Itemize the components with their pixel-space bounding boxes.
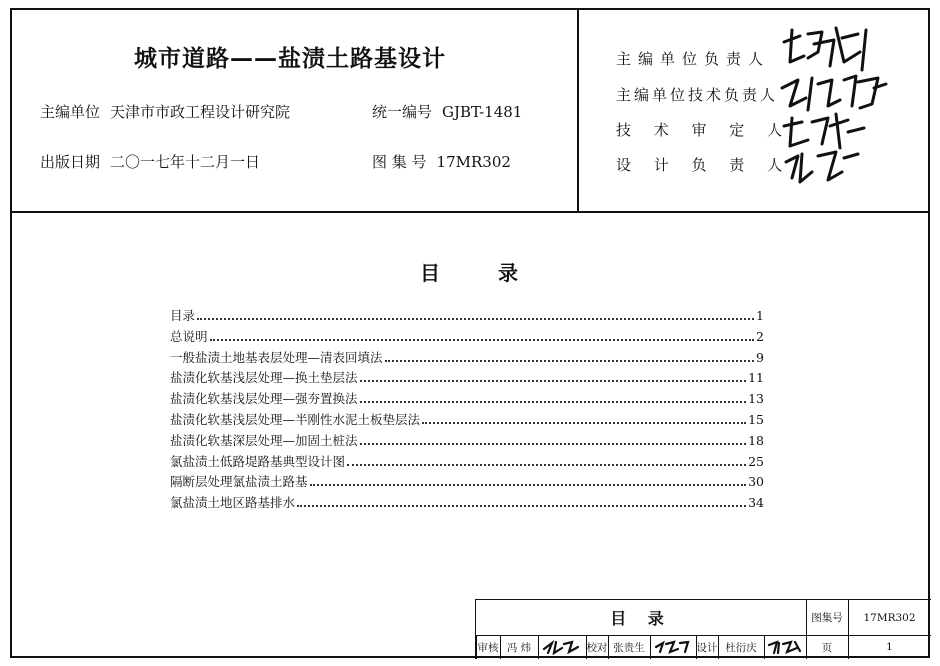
toc-entry[interactable] xyxy=(170,306,764,327)
toc-entry-page: 2 xyxy=(756,328,764,344)
atlas-number-value: 17MR302 xyxy=(863,611,916,624)
title-block-divider xyxy=(650,635,651,659)
design-signature xyxy=(767,639,803,655)
toc-entry-page: 25 xyxy=(748,453,764,469)
toc-entry-title: 氯盐渍土地区路基排水 xyxy=(170,495,296,511)
review-label: 审核 xyxy=(477,641,499,654)
toc-entry-title: 盐渍化软基浅层处理—强夯置换法 xyxy=(170,391,358,407)
dot-leader xyxy=(347,464,746,466)
atlas-title: 城市道路——盐渍土路基设计 xyxy=(134,46,446,72)
page-label: 页 xyxy=(821,641,833,654)
responsible-label: 设 计 负 责 人 xyxy=(616,156,792,174)
toc-entry-title: 隔断层处理氯盐渍土路基 xyxy=(170,474,308,490)
toc-entry-page: 34 xyxy=(748,495,764,511)
dot-leader xyxy=(385,360,755,362)
toc-entry-title: 目录 xyxy=(170,308,196,323)
title-block-divider xyxy=(764,635,765,659)
toc-entry[interactable] xyxy=(170,452,764,473)
toc-entry-page: 1 xyxy=(756,308,764,323)
toc-entry-title: 氯盐渍土低路堤路基典型设计图 xyxy=(170,453,346,469)
responsible-label: 技 术 审 定 人 xyxy=(616,121,792,139)
design-label: 设计 xyxy=(696,641,718,654)
check-label: 校对 xyxy=(586,641,608,654)
page-number: 1 xyxy=(886,641,893,653)
toc-heading-left: 目 xyxy=(420,261,440,285)
toc-entry-title: 盐渍化软基深层处理—加固土桩法 xyxy=(170,432,358,448)
toc-entry-title: 一般盐渍土地基表层处理—清表回填法 xyxy=(170,349,383,365)
toc-entry-page: 18 xyxy=(748,432,764,448)
toc-entry-title: 盐渍化软基浅层处理—换土垫层法 xyxy=(170,370,358,386)
header-divider xyxy=(10,211,930,213)
toc-entry-title: 盐渍化软基浅层处理—半刚性水泥土板垫层法 xyxy=(170,411,421,427)
publication-date-value: 二〇一七年十二月一日 xyxy=(110,153,261,171)
publication-date-label: 出版日期 xyxy=(40,153,101,171)
toc-entry[interactable] xyxy=(170,348,764,369)
design-name: 杜衍庆 xyxy=(725,641,757,654)
toc-entry[interactable] xyxy=(170,472,764,493)
toc-entry[interactable] xyxy=(170,410,764,431)
atlas-number-value: 17MR302 xyxy=(436,153,511,171)
unified-number-label: 统一编号 xyxy=(372,103,433,121)
unified-number xyxy=(372,101,522,122)
dot-leader xyxy=(210,339,755,341)
editor-unit-value: 天津市市政工程设计研究院 xyxy=(110,103,291,121)
toc-entry-page: 11 xyxy=(748,370,764,386)
dot-leader xyxy=(360,401,747,403)
check-name: 张贵生 xyxy=(613,641,645,654)
title-block xyxy=(475,599,931,659)
review-signature xyxy=(542,639,582,655)
toc-heading-right: 录 xyxy=(498,261,518,285)
sheet-title: 目 录 xyxy=(610,609,672,628)
toc-entry[interactable] xyxy=(170,431,764,452)
editor-unit xyxy=(40,101,290,122)
toc-entry-page: 30 xyxy=(748,474,764,490)
dot-leader xyxy=(360,443,747,445)
responsible-label: 主编单位负责人 xyxy=(616,50,771,68)
toc-entry[interactable] xyxy=(170,327,764,348)
publication-date xyxy=(40,151,260,172)
unified-number-value: GJBT-1481 xyxy=(442,103,523,121)
toc-entry-page: 9 xyxy=(756,349,764,365)
dot-leader xyxy=(310,484,747,486)
responsible-label: 主编单位技术负责人 xyxy=(616,86,779,104)
header-column-divider xyxy=(577,8,579,212)
toc-entry-title: 总说明 xyxy=(170,328,208,344)
dot-leader xyxy=(197,318,754,320)
title-block-divider xyxy=(538,635,539,659)
dot-leader xyxy=(360,380,747,382)
dot-leader xyxy=(422,422,746,424)
toc-list xyxy=(170,306,764,514)
check-signature xyxy=(654,639,692,655)
review-name: 冯 炜 xyxy=(506,641,532,654)
atlas-number xyxy=(372,151,511,172)
toc-entry[interactable] xyxy=(170,493,764,514)
toc-entry[interactable] xyxy=(170,389,764,410)
atlas-number-label: 图集号 xyxy=(811,612,843,624)
editor-unit-label: 主编单位 xyxy=(40,103,101,121)
handwritten-signatures xyxy=(778,22,898,192)
toc-entry-page: 13 xyxy=(748,391,764,407)
toc-entry[interactable] xyxy=(170,368,764,389)
dot-leader xyxy=(297,505,746,507)
toc-entry-page: 15 xyxy=(748,411,764,427)
atlas-number-label: 图 集 号 xyxy=(372,153,427,171)
